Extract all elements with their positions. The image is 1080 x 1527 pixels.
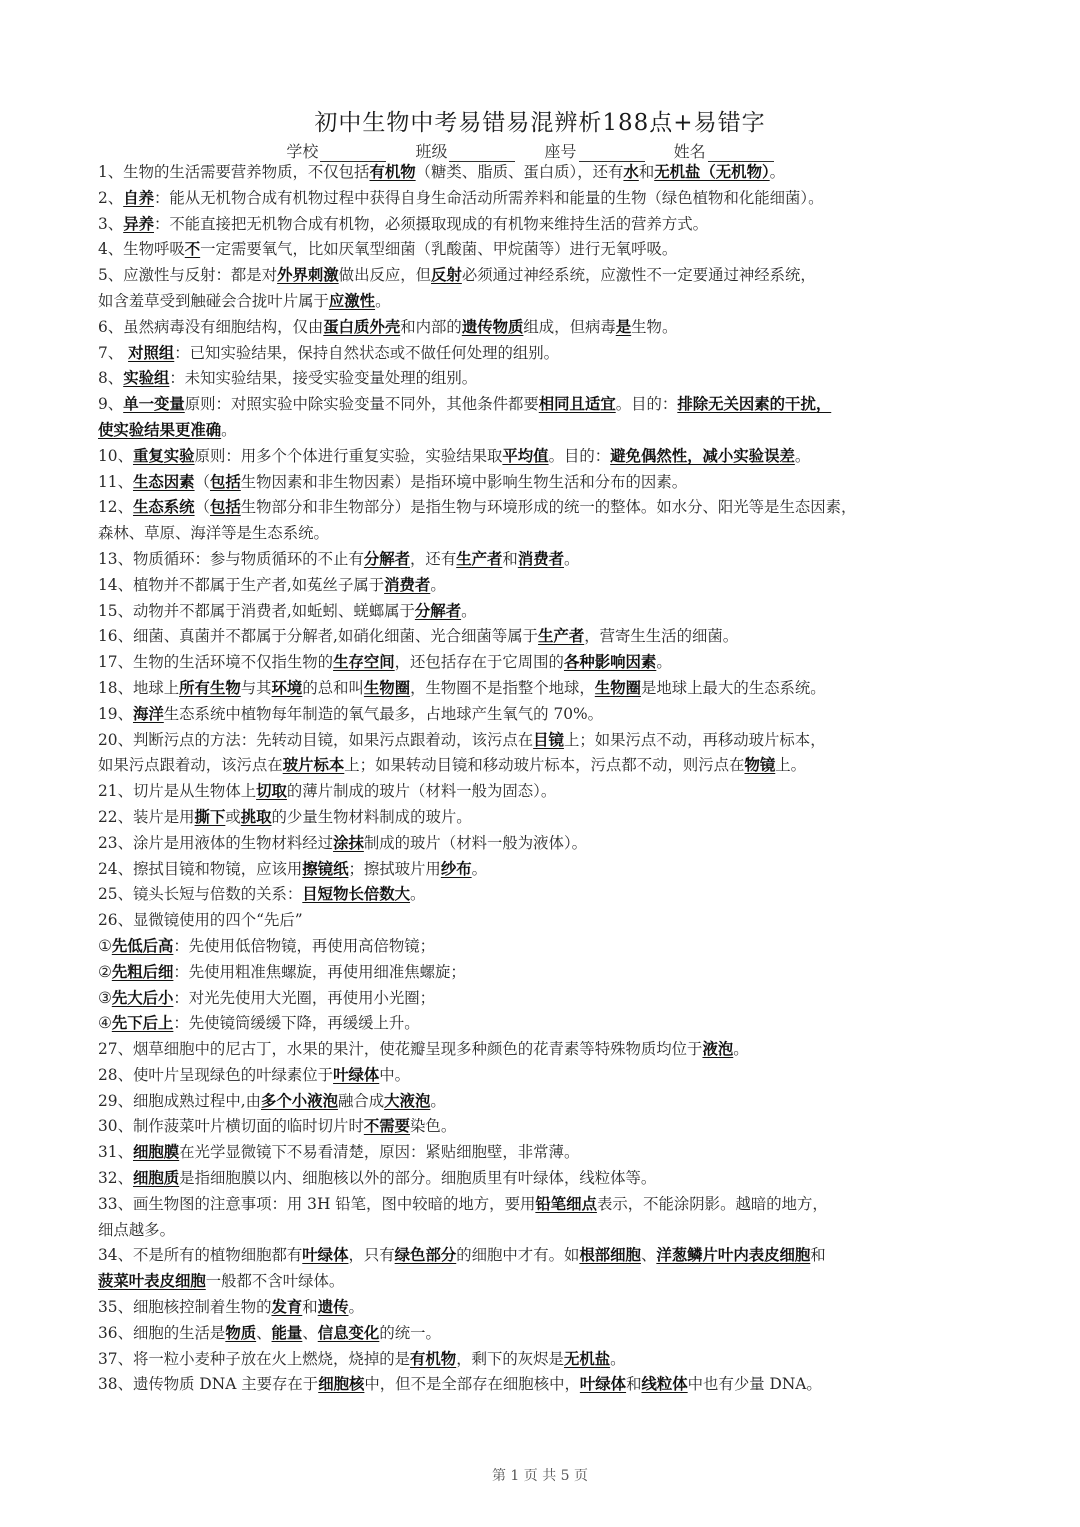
note-line — [98, 470, 990, 496]
key-term: 相同且适宜 — [538, 395, 616, 414]
note-text: 。 — [430, 1091, 446, 1110]
key-term: 先大后小 — [111, 988, 174, 1007]
note-line — [98, 341, 990, 367]
note-text: 染色。 — [410, 1117, 457, 1136]
note-text: 。 — [375, 291, 391, 310]
note-text: 34、不是所有的植物细胞都有 — [98, 1246, 303, 1265]
key-term: 所有生物 — [179, 678, 241, 697]
note-text: 一般都不含叶绿体。 — [205, 1272, 345, 1291]
note-text: ：未知实验结果，接受实验变量处理的组别。 — [169, 369, 478, 388]
key-term: 物镜 — [744, 756, 776, 775]
note-text: 7、 — [98, 343, 129, 362]
key-term: 目短物长倍数大 — [302, 885, 411, 904]
note-text: 或 — [225, 807, 241, 826]
note-text: 16、细菌、真菌并不都属于分解者,如硝化细菌、光合细菌等属于 — [98, 627, 539, 646]
note-text: 17、生物的生活环境不仅指生物的 — [98, 653, 334, 672]
note-line — [98, 831, 990, 857]
note-text: 8、 — [98, 369, 124, 388]
key-term: 环境 — [271, 678, 303, 697]
key-term: 外界刺激 — [277, 266, 339, 285]
note-text: 中，但不是全部存在细胞核中， — [364, 1375, 580, 1394]
note-text: 1、生物的生活需要营养物质，不仅包括 — [98, 163, 370, 181]
key-term: 不 — [184, 240, 201, 259]
note-line — [98, 1037, 990, 1063]
note-text: 上；如果转动目镜和移动玻片标本，污点都不动，则污点在 — [344, 756, 745, 775]
note-text: 33、画生物图的注意事项：用 3H 铅笔，图中较暗的地方，要用 — [98, 1194, 536, 1213]
note-line — [98, 160, 990, 186]
note-text: ，还有 — [410, 549, 457, 568]
key-term: 切取 — [256, 782, 287, 801]
note-text: 。目的： — [615, 395, 678, 414]
note-text: 一定需要氧气，比如厌氧型细菌（乳酸菌、甲烷菌等）进行无氧呼吸。 — [200, 240, 678, 259]
note-text: ：对光先使用大光圈，再使用小光圈； — [173, 988, 436, 1007]
note-text: ，只有 — [348, 1246, 395, 1265]
key-term: 挑取 — [240, 807, 272, 826]
note-text: 。目的： — [548, 446, 611, 465]
note-text: ：已知实验结果，保持自然状态或不做任何处理的组别。 — [174, 343, 560, 362]
key-term: 排除无关因素的干扰， — [677, 395, 832, 414]
note-line — [98, 186, 990, 212]
key-term: 能量 — [271, 1323, 303, 1342]
note-text: ② — [98, 962, 112, 981]
note-text: 21、切片是从生物体上 — [98, 782, 257, 801]
page-title: 初中生物中考易错易混辨析188点+易错字 — [314, 110, 766, 136]
note-text: 和 — [810, 1246, 826, 1265]
note-text: 32、 — [98, 1169, 133, 1188]
note-text: 2、 — [98, 188, 124, 207]
key-term: 自养 — [123, 188, 154, 207]
note-text: 26、显微镜使用的四个“先后” — [98, 911, 303, 930]
note-text: 27、烟草细胞中的尼古丁，水果的果汁，使花瓣呈现多种颜色的花青素等特殊物质均位于 — [98, 1040, 703, 1059]
note-line — [98, 418, 990, 444]
note-line — [98, 908, 990, 934]
note-text: 12、 — [98, 498, 133, 517]
note-text: ；擦拭玻片用 — [348, 859, 441, 878]
note-line — [98, 650, 990, 676]
key-term: 蛋白质外壳 — [323, 317, 401, 336]
note-text: 和内部的 — [400, 317, 462, 336]
note-text: （ — [194, 472, 210, 491]
note-line — [98, 1011, 990, 1037]
note-text: 表示，不能涂阴影。越暗的地方， — [596, 1194, 828, 1213]
key-term: 无机盐（无机物） — [654, 163, 770, 181]
note-text: 原则：对照实验中除实验变量不同外，其他条件都要 — [184, 395, 539, 414]
key-term: 实验组 — [123, 369, 170, 388]
note-text: ：不能直接把无机物合成有机物，必须摄取现成的有机物来维持生活的营养方式。 — [153, 214, 709, 233]
note-text: 14、植物并不都属于生产者,如菟丝子属于 — [98, 575, 385, 594]
key-term: 叶绿体 — [333, 1065, 380, 1084]
note-text: 上；如果污点不动，再移动玻片标本， — [563, 730, 826, 749]
note-text: 。 — [656, 653, 672, 672]
key-term: 绿色部分 — [394, 1246, 457, 1265]
note-text: 29、细胞成熟过程中,由 — [98, 1091, 261, 1110]
note-text: 37、将一粒小麦种子放在火上燃烧，烧掉的是 — [98, 1349, 411, 1368]
key-term: 擦镜纸 — [302, 859, 349, 878]
name-label: 姓名 — [673, 142, 706, 161]
note-text: 和 — [626, 1375, 642, 1394]
note-text: 和 — [638, 163, 655, 181]
note-line — [98, 237, 990, 263]
key-term: 应激性 — [328, 291, 376, 310]
note-line — [98, 392, 990, 418]
note-text: 融合成 — [337, 1091, 385, 1110]
note-text: （糖类、脂质、蛋白质），还有 — [415, 163, 624, 181]
note-line — [98, 676, 990, 702]
note-text: （ — [194, 498, 210, 517]
key-term: 是 — [615, 317, 632, 336]
note-text: 。 — [610, 1349, 626, 1368]
note-text: 的统一。 — [379, 1323, 441, 1342]
note-text: 9、 — [98, 395, 124, 414]
key-term: 叶绿体 — [579, 1375, 627, 1394]
key-term: 消费者 — [384, 575, 431, 594]
note-text: 3、 — [98, 214, 124, 233]
page-footer: 第 1 页 共 5 页 — [491, 1468, 589, 1484]
key-term: 铅笔细点 — [535, 1194, 597, 1213]
note-text: 和 — [302, 1298, 318, 1317]
note-text: 。 — [733, 1040, 749, 1059]
note-text: ，营寄生生活的细菌。 — [584, 627, 739, 646]
note-line — [98, 547, 990, 573]
note-text: 做出反应，但 — [338, 266, 432, 285]
note-text: 19、 — [98, 704, 133, 723]
note-text: 20、判断污点的方法：先转动目镜，如果污点跟着动，该污点在 — [98, 730, 534, 749]
note-text: 和 — [502, 549, 518, 568]
note-text: ① — [98, 936, 112, 955]
note-line — [98, 702, 990, 728]
note-text: 28、使叶片呈现绿色的叶绿素位于 — [98, 1065, 334, 1084]
note-line — [98, 289, 990, 315]
key-term: 重复实验 — [132, 446, 195, 465]
key-term: 有机物 — [410, 1349, 457, 1368]
note-line — [98, 495, 990, 521]
note-line — [98, 934, 990, 960]
key-term: 包括 — [209, 498, 241, 517]
note-text: 原则：用多个个体进行重复实验，实验结果取 — [194, 446, 503, 465]
note-text: 。 — [410, 885, 426, 904]
key-term: 避免偶然性，减小实验误差 — [610, 446, 795, 465]
note-text: 35、细胞核控制着生物的 — [98, 1298, 272, 1317]
note-text: 细点越多。 — [98, 1220, 175, 1239]
note-text: 是地球上最大的生态系统。 — [640, 678, 826, 697]
key-term: 先粗后细 — [111, 962, 174, 981]
key-term: 先下后上 — [111, 1014, 174, 1033]
note-text: 生态系统中植物每年制造的氧气最多，占地球产生氧气的 70%。 — [163, 704, 604, 723]
school-label: 学校 — [286, 142, 319, 161]
key-term: 撕下 — [194, 807, 226, 826]
key-term: 洋葱鳞片叶内表皮细胞 — [656, 1246, 811, 1265]
note-text: 生物因素和非生物因素）是指环境中影响生物生活和分布的因素。 — [240, 472, 688, 491]
key-term: 菠菜叶表皮细胞 — [98, 1272, 206, 1291]
note-text: 18、地球上 — [98, 678, 180, 697]
key-term: 遗传物质 — [461, 317, 524, 336]
note-text: 22、装片是用 — [98, 807, 195, 826]
note-line — [98, 1089, 990, 1115]
note-text: ：能从无机物合成有机物过程中获得自身生命活动所需养料和能量的生物（绿色植物和化能细菌）。 — [153, 188, 824, 207]
key-term: 叶绿体 — [302, 1246, 349, 1265]
note-text: 。 — [471, 859, 488, 878]
note-line — [98, 1140, 990, 1166]
key-term: 生产者 — [538, 627, 585, 646]
note-text: 中也有少量 DNA。 — [687, 1375, 822, 1394]
note-line — [98, 779, 990, 805]
note-line — [98, 212, 990, 238]
key-term: 纱布 — [440, 859, 472, 878]
note-text: 如含羞草受到触碰会合拢叶片属于 — [98, 291, 329, 310]
key-term: 物质 — [225, 1323, 257, 1342]
key-term: 各种影响因素 — [563, 653, 657, 672]
key-term: 遗传 — [317, 1298, 349, 1317]
key-term: 细胞膜 — [132, 1143, 180, 1162]
key-term: 生态系统 — [132, 498, 195, 517]
key-term: 无机盐 — [563, 1349, 611, 1368]
key-term: 涂抹 — [333, 833, 364, 852]
key-term: 液泡 — [702, 1040, 734, 1059]
key-term: 先低后高 — [111, 936, 174, 955]
key-term: 水 — [623, 163, 639, 181]
key-term: 有机物 — [369, 163, 416, 181]
note-line — [98, 315, 990, 341]
key-term: 生产者 — [456, 549, 503, 568]
note-text: 、 — [256, 1323, 272, 1342]
note-line — [98, 1269, 990, 1295]
key-term: 分解者 — [414, 601, 462, 620]
note-text: 的细胞中才有。如 — [456, 1246, 580, 1265]
note-text: 。 — [221, 420, 237, 439]
note-text: 5、应激性与反射：都是对 — [98, 266, 278, 285]
note-text: 31、 — [98, 1143, 133, 1162]
note-text: ③ — [98, 988, 112, 1007]
key-term: 生物圈 — [363, 678, 411, 697]
note-text: 、 — [640, 1246, 657, 1265]
note-text: 。 — [461, 601, 477, 620]
note-text: 必须通过神经系统，应激性不一定要通过神经系统， — [461, 266, 816, 285]
note-line — [98, 1192, 990, 1218]
key-term: 发育 — [271, 1298, 303, 1317]
note-text: ，还包括存在于它周围的 — [394, 653, 564, 672]
key-term: 细胞质 — [132, 1169, 180, 1188]
key-term: 包括 — [209, 472, 241, 491]
key-term: 异养 — [123, 214, 154, 233]
note-line — [98, 1321, 990, 1347]
note-line — [98, 599, 990, 625]
note-text: 24、擦拭目镜和物镜，应该用 — [98, 859, 303, 878]
note-text: ，剩下的灰烬是 — [456, 1349, 564, 1368]
note-line — [98, 1295, 990, 1321]
note-text: 38、遗传物质 DNA 主要存在于 — [98, 1375, 319, 1394]
note-text: 6、虽然病毒没有细胞结构，仅由 — [98, 317, 324, 336]
note-text: 30、制作菠菜叶片横切面的临时切片时 — [98, 1117, 364, 1136]
note-text: 森林、草原、海洋等是生态系统。 — [98, 524, 329, 543]
key-term: 生物圈 — [594, 678, 641, 697]
seat-label: 座号 — [544, 142, 577, 161]
key-term: 大液泡 — [384, 1091, 431, 1110]
note-text: ：先使镜筒缓缓下降，再缓缓上升。 — [173, 1014, 420, 1033]
note-line — [98, 882, 990, 908]
key-term: 分解者 — [363, 549, 411, 568]
note-line — [98, 1243, 990, 1269]
note-line — [98, 1063, 990, 1089]
key-term: 根部细胞 — [579, 1246, 641, 1265]
key-term: 使实验结果更准确 — [98, 420, 222, 439]
key-term: 细胞核 — [318, 1375, 365, 1394]
note-text: 4、生物呼吸 — [98, 240, 185, 259]
note-line — [98, 521, 990, 547]
note-text: 36、细胞的生活是 — [98, 1323, 226, 1342]
note-text: 如果污点跟着动，该污点在 — [98, 756, 283, 775]
note-text: 上。 — [775, 756, 807, 775]
note-line — [98, 624, 990, 650]
note-text: 11、 — [98, 472, 133, 491]
note-text: 在光学显微镜下不易看清楚，原因：紧贴细胞壁，非常薄。 — [179, 1143, 580, 1162]
key-term: 不需要 — [363, 1117, 411, 1136]
note-text: 制成的玻片（材料一般为液体）。 — [363, 833, 588, 852]
note-line — [98, 1372, 990, 1398]
note-text: 。 — [430, 575, 446, 594]
note-text: 是指细胞膜以内、细胞核以外的部分。细胞质里有叶绿体，线粒体等。 — [179, 1169, 657, 1188]
note-text: 的少量生物材料制成的玻片。 — [271, 807, 472, 826]
key-term: 生存空间 — [333, 653, 395, 672]
note-line — [98, 1218, 990, 1244]
key-term: 海洋 — [132, 704, 164, 723]
note-text: 中。 — [379, 1065, 411, 1084]
note-text: ：先使用粗准焦螺旋，再使用细准焦螺旋； — [173, 962, 466, 981]
note-text: ，生物圈不是指整个地球， — [410, 678, 595, 697]
note-text: 25、镜头长短与倍数的关系： — [98, 885, 303, 904]
note-line — [98, 1114, 990, 1140]
note-text: 23、涂片是用液体的生物材料经过 — [98, 833, 334, 852]
note-text: 。 — [348, 1298, 364, 1317]
note-text: 15、动物并不都属于消费者,如蚯蚓、蜣螂属于 — [98, 601, 415, 620]
note-line — [98, 960, 990, 986]
key-term: 对照组 — [128, 343, 175, 362]
key-term: 反射 — [431, 266, 462, 285]
note-text: 的薄片制成的玻片（材料一般为固态）。 — [286, 782, 557, 801]
note-text: 生物部分和非生物部分）是指生物与环境形成的统一的整体。如水分、阳光等是生态因素， — [240, 498, 857, 517]
note-line — [98, 857, 990, 883]
key-term: 信息变化 — [317, 1323, 380, 1342]
note-text: 10、 — [98, 446, 133, 465]
note-line — [98, 1347, 990, 1373]
note-text: 生物。 — [631, 317, 678, 336]
note-text: 。 — [564, 549, 580, 568]
note-line — [98, 753, 990, 779]
key-term: 目镜 — [533, 730, 564, 749]
class-label: 班级 — [415, 142, 448, 161]
key-term: 生态因素 — [132, 472, 195, 491]
note-text: 。 — [769, 163, 786, 181]
note-text: ：先使用低倍物镜，再使用高倍物镜； — [173, 936, 436, 955]
note-text: 组成，但病毒 — [523, 317, 616, 336]
note-text: 。 — [794, 446, 811, 465]
note-text: 的总和叫 — [302, 678, 364, 697]
note-line — [98, 728, 990, 754]
note-line — [98, 986, 990, 1012]
key-term: 线粒体 — [641, 1375, 688, 1394]
key-term: 多个小液泡 — [261, 1091, 338, 1110]
note-line — [98, 805, 990, 831]
note-line — [98, 444, 990, 470]
note-line — [98, 366, 990, 392]
notes-list — [98, 160, 990, 1398]
key-term: 单一变量 — [123, 395, 185, 414]
key-term: 平均值 — [502, 446, 549, 465]
student-info-row — [0, 139, 1080, 162]
key-term: 玻片标本 — [282, 756, 345, 775]
note-text: 与其 — [240, 678, 272, 697]
note-text: ④ — [98, 1014, 112, 1033]
key-term: 消费者 — [517, 549, 564, 568]
note-line — [98, 1166, 990, 1192]
note-text: 、 — [302, 1323, 318, 1342]
note-line — [98, 263, 990, 289]
note-line — [98, 573, 990, 599]
note-text: 13、物质循环：参与物质循环的不止有 — [98, 549, 364, 568]
